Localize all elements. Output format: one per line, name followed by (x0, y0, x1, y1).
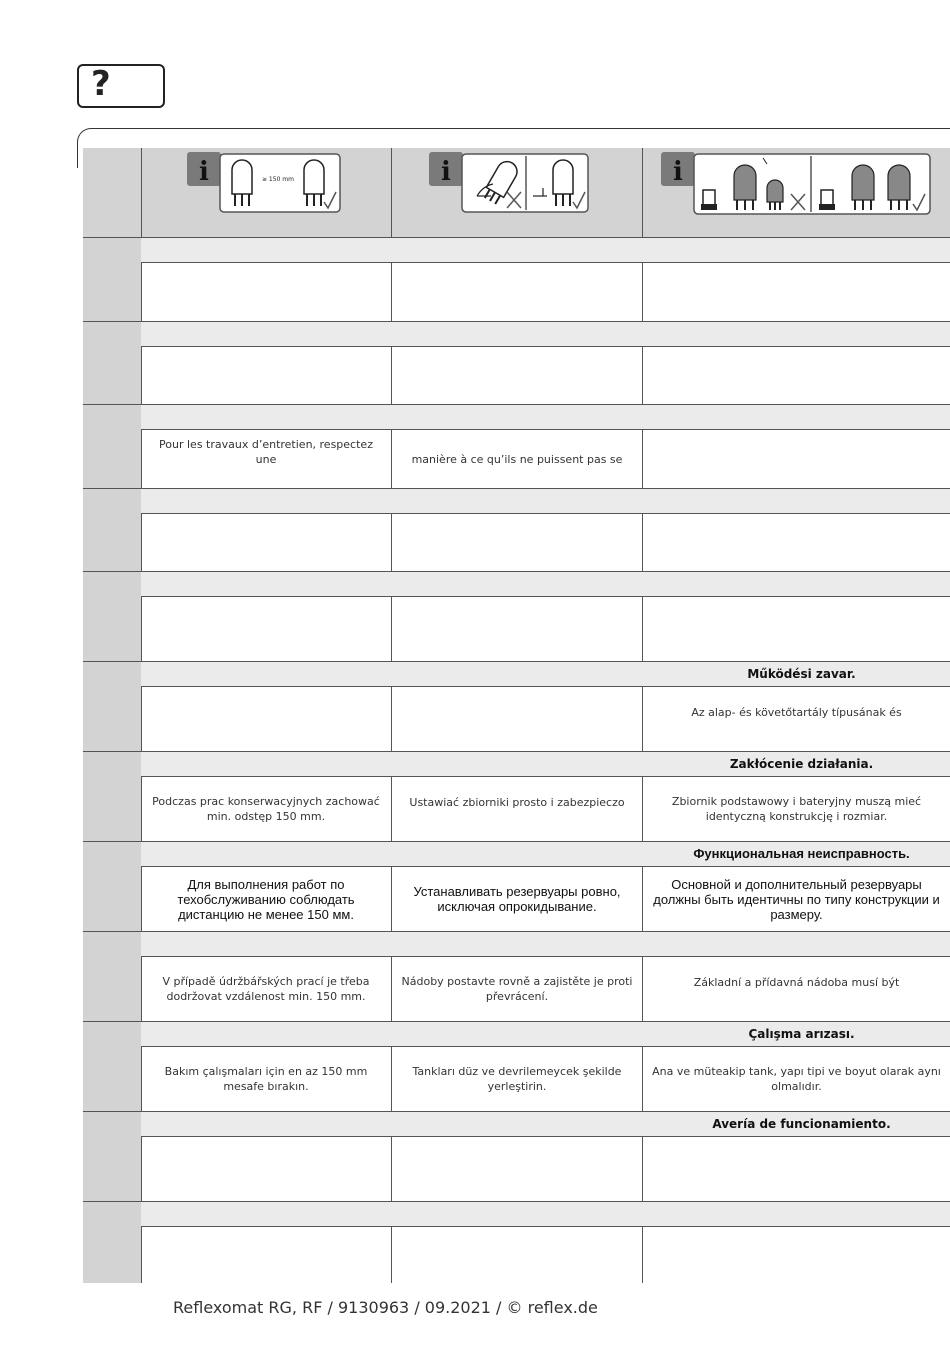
row-label-column (83, 148, 141, 1283)
section-title (653, 1202, 950, 1226)
section-header (141, 489, 950, 514)
column-divider (391, 430, 392, 488)
section-header (141, 1112, 950, 1137)
maintenance-distance-icon (187, 152, 343, 214)
table-cell: Основной и дополнительный резервуары должны быть идентичны по типу конструкции и размеру. (653, 876, 940, 922)
upright-placement-icon (429, 152, 591, 214)
column-divider-3 (642, 148, 643, 237)
column-divider (391, 597, 392, 661)
section-header (141, 1022, 950, 1047)
table-cell: Pour les travaux d’entretien, respectez une (159, 438, 373, 466)
table-cell: manière à ce qu’ils ne puissent pas se (411, 452, 623, 466)
column-divider (642, 263, 643, 321)
section-title (653, 322, 950, 346)
table-cell (141, 263, 391, 321)
column-divider (391, 777, 392, 841)
column-divider-2 (391, 148, 392, 237)
column-divider (642, 1137, 643, 1201)
section-header (141, 662, 950, 687)
section-title (653, 932, 950, 956)
column-divider (391, 867, 392, 931)
table-cell (392, 263, 642, 321)
table-cell (643, 1227, 950, 1283)
question-mark-icon: ? (91, 64, 111, 104)
svg-text:i: i (199, 157, 209, 187)
section-header (141, 842, 950, 867)
table-cell: V případě údržbářských prací je třeba dodržovat vzdálenost min. 150 mm. (162, 975, 370, 1003)
section-header (141, 572, 950, 597)
identical-vessels-icon (661, 152, 933, 216)
table-cell: Ustawiać zbiorniki prosto i zabezpieczo (409, 795, 625, 809)
column-divider (642, 347, 643, 404)
table-cell (392, 1137, 642, 1201)
table-cell (643, 430, 950, 488)
column-divider (642, 777, 643, 841)
table-cell (392, 347, 642, 404)
section-title: Zakłócenie działania. (729, 757, 874, 771)
section-header (141, 752, 950, 777)
section-title: Avería de funcionamiento. (712, 1117, 891, 1131)
column-divider (391, 347, 392, 404)
table-cell (392, 687, 642, 751)
table-cell (141, 687, 391, 751)
section-title (653, 405, 950, 429)
table-cell (643, 597, 950, 661)
section-title (653, 238, 950, 262)
column-divider (642, 687, 643, 751)
table-cell (392, 597, 642, 661)
svg-text:i: i (441, 157, 451, 187)
column-divider (642, 957, 643, 1021)
section-header (141, 238, 950, 263)
table-cell (141, 1137, 391, 1201)
section-title: Функциональная неисправность. (693, 846, 910, 861)
section-title (653, 572, 950, 596)
column-divider (642, 1227, 643, 1283)
column-divider (391, 1047, 392, 1111)
column-divider (642, 1047, 643, 1111)
section-title: Çalışma arızası. (748, 1027, 855, 1041)
table-cell: Nádoby postavte rovně a zajistěte je proti převrácení. (401, 975, 633, 1003)
table-cell (392, 514, 642, 571)
column-divider (642, 867, 643, 931)
table-cell (392, 1227, 642, 1283)
section-title: Működési zavar. (747, 667, 856, 681)
svg-text:i: i (673, 157, 683, 187)
table-cell: Podczas prac konserwacyjnych zachować min. odstęp 150 mm. (152, 795, 380, 823)
section-title (653, 489, 950, 513)
table-cell: Bakım çalışmaları için en az 150 mm mesafe bırakın. (164, 1065, 368, 1093)
column-divider (642, 514, 643, 571)
section-header (141, 322, 950, 347)
table-cell (141, 1227, 391, 1283)
table-cell: Для выполнения работ по техобслуживанию соблюдать дистанцию не менее 150 мм. (177, 876, 355, 922)
table-cell: Tankları düz ve devrilemeycek şekilde yerleştirin. (412, 1065, 622, 1093)
column-divider (391, 957, 392, 1021)
column-divider (391, 1227, 392, 1283)
table-cell (141, 597, 391, 661)
column-divider (391, 263, 392, 321)
section-header (141, 932, 950, 957)
column-divider (391, 687, 392, 751)
table-cell (643, 347, 950, 404)
column-divider (642, 597, 643, 661)
table-cell (141, 347, 391, 404)
table-cell (643, 263, 950, 321)
table-cell: Základní a přídavná nádoba musí být (693, 975, 900, 989)
column-divider (642, 430, 643, 488)
svg-text:≥ 150 mm: ≥ 150 mm (262, 176, 294, 183)
table-cell: Ana ve müteakip tank, yapı tipi ve boyut olarak aynı olmalıdır. (652, 1065, 941, 1093)
section-header (141, 1202, 950, 1227)
table-cell (643, 514, 950, 571)
column-divider (391, 514, 392, 571)
help-box (77, 64, 165, 108)
page-footer: Reflexomat RG, RF / 9130963 / 09.2021 / © reflex.de (173, 1298, 598, 1317)
table-cell: Zbiornik podstawowy i bateryjny muszą mieć identyczną konstrukcję i rozmiar. (671, 795, 922, 823)
table-cell (141, 514, 391, 571)
table-cell (643, 1137, 950, 1201)
table-cell: Az alap- és követőtartály típusának és (691, 705, 902, 719)
table-cell: Устанавливать резервуары ровно, исключая опрокидывание. (413, 884, 621, 914)
section-header (141, 405, 950, 430)
column-divider (391, 1137, 392, 1201)
